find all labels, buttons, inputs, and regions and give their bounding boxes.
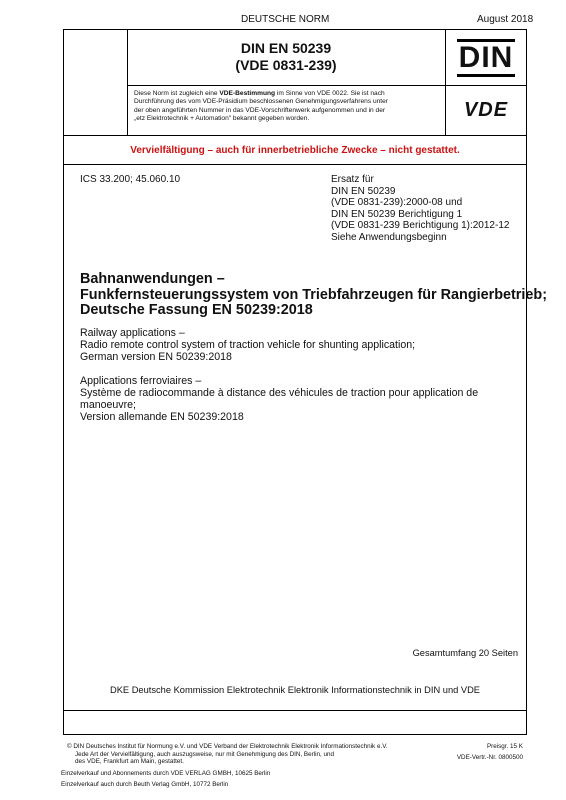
notice-bold: VDE-Bestimmung [219, 90, 276, 97]
divider [63, 710, 527, 711]
divider [63, 135, 527, 136]
divider [127, 85, 527, 86]
notice-text: Diese Norm ist zugleich eine [134, 90, 220, 97]
title-line: Railway applications – [80, 327, 185, 339]
title-line: Version allemande EN 50239:2018 [80, 411, 244, 423]
replacement-line: DIN EN 50239 [331, 185, 396, 197]
notice-line: „etz Elektrotechnik + Automation" bekannt gegeben worden. [134, 114, 310, 122]
notice-line [134, 90, 440, 98]
document-title [127, 40, 445, 74]
title-line: Funkfernsteuerungssystem von Triebfahrzeugen für Rangierbetrieb; [80, 286, 547, 303]
title-line: Système de radiocommande à distance des véhicules de traction pour application de [80, 387, 479, 399]
total-pages: Gesamtumfang 20 Seiten [412, 648, 518, 658]
copyright-notice [67, 743, 427, 766]
notice-line: Durchführung des vom VDE-Präsidium beschlossenen Genehmigungsverfahrens unter [134, 98, 388, 106]
title-line: manoeuvre; [80, 399, 136, 411]
standard-number: DIN EN 50239 [240, 40, 332, 56]
copyright-line: © DIN Deutsches Institut für Normung e.V. und VDE Verband der Elektrotechnik Elektronik Informationstechnik e.V. [67, 743, 388, 750]
din-logo-text: DIN [458, 41, 514, 74]
vde-logo: VDE [463, 99, 509, 121]
copyright-line: Jede Art der Vervielfältigung, auch auszugsweise, nur mit Genehmigung des DIN, Berlin, und [75, 750, 335, 758]
replacement-line: DIN EN 50239 Berichtigung 1 [331, 208, 463, 220]
notice-text: im Sinne von VDE 0022. Sie ist nach [275, 90, 385, 97]
title-line: Radio remote control system of traction vehicle for shunting application; [80, 339, 416, 351]
divider [63, 164, 527, 165]
replacement-line: (VDE 0831-239 Berichtigung 1):2012-12 [331, 220, 510, 231]
price-group: Preisgr. 15 K [486, 743, 523, 750]
replacement-info [331, 174, 521, 243]
replacement-line: Siehe Anwendungsbeginn [331, 231, 447, 243]
vde-number: (VDE 0831-239) [235, 57, 337, 73]
issue-date: August 2018 [477, 14, 534, 25]
english-title [80, 327, 520, 363]
title-line: Applications ferroviaires – [80, 375, 202, 387]
sales-vde-verlag: Einzelverkauf und Abonnements durch VDE VERLAG GMBH, 10625 Berlin [61, 770, 271, 777]
vde-order-number: VDE-Vertr.-Nr. 0800500 [456, 754, 523, 761]
divider [445, 29, 446, 135]
copyright-line: des VDE, Frankfurt am Main, gestattet. [75, 758, 184, 766]
replacement-line: Ersatz für [331, 174, 374, 185]
din-logo [457, 39, 515, 77]
french-title [80, 375, 520, 423]
document-type-label: DEUTSCHE NORM [241, 14, 330, 25]
title-line: German version EN 50239:2018 [80, 351, 232, 363]
german-title [80, 271, 547, 319]
ics-code: ICS 33.200; 45.060.10 [80, 174, 181, 185]
dke-line: DKE Deutsche Kommission Elektrotechnik Elektronik Informationstechnik in DIN und VDE [110, 685, 480, 695]
vde-notice [134, 90, 440, 123]
sales-beuth-verlag: Einzelverkauf auch durch Beuth Verlag GmbH, 10772 Berlin [61, 781, 229, 788]
replacement-line: (VDE 0831-239):2000-08 und [331, 197, 463, 208]
title-line: Bahnanwendungen – [80, 271, 225, 287]
notice-line: der oben angeführten Nummer in das VDE-Vorschriftenwerk aufgenommen und in der [134, 106, 386, 114]
title-line: Deutsche Fassung EN 50239:2018 [80, 302, 313, 318]
reproduction-warning: Vervielfältigung – auch für innerbetriebliche Zwecke – nicht gestattet. [130, 145, 460, 156]
